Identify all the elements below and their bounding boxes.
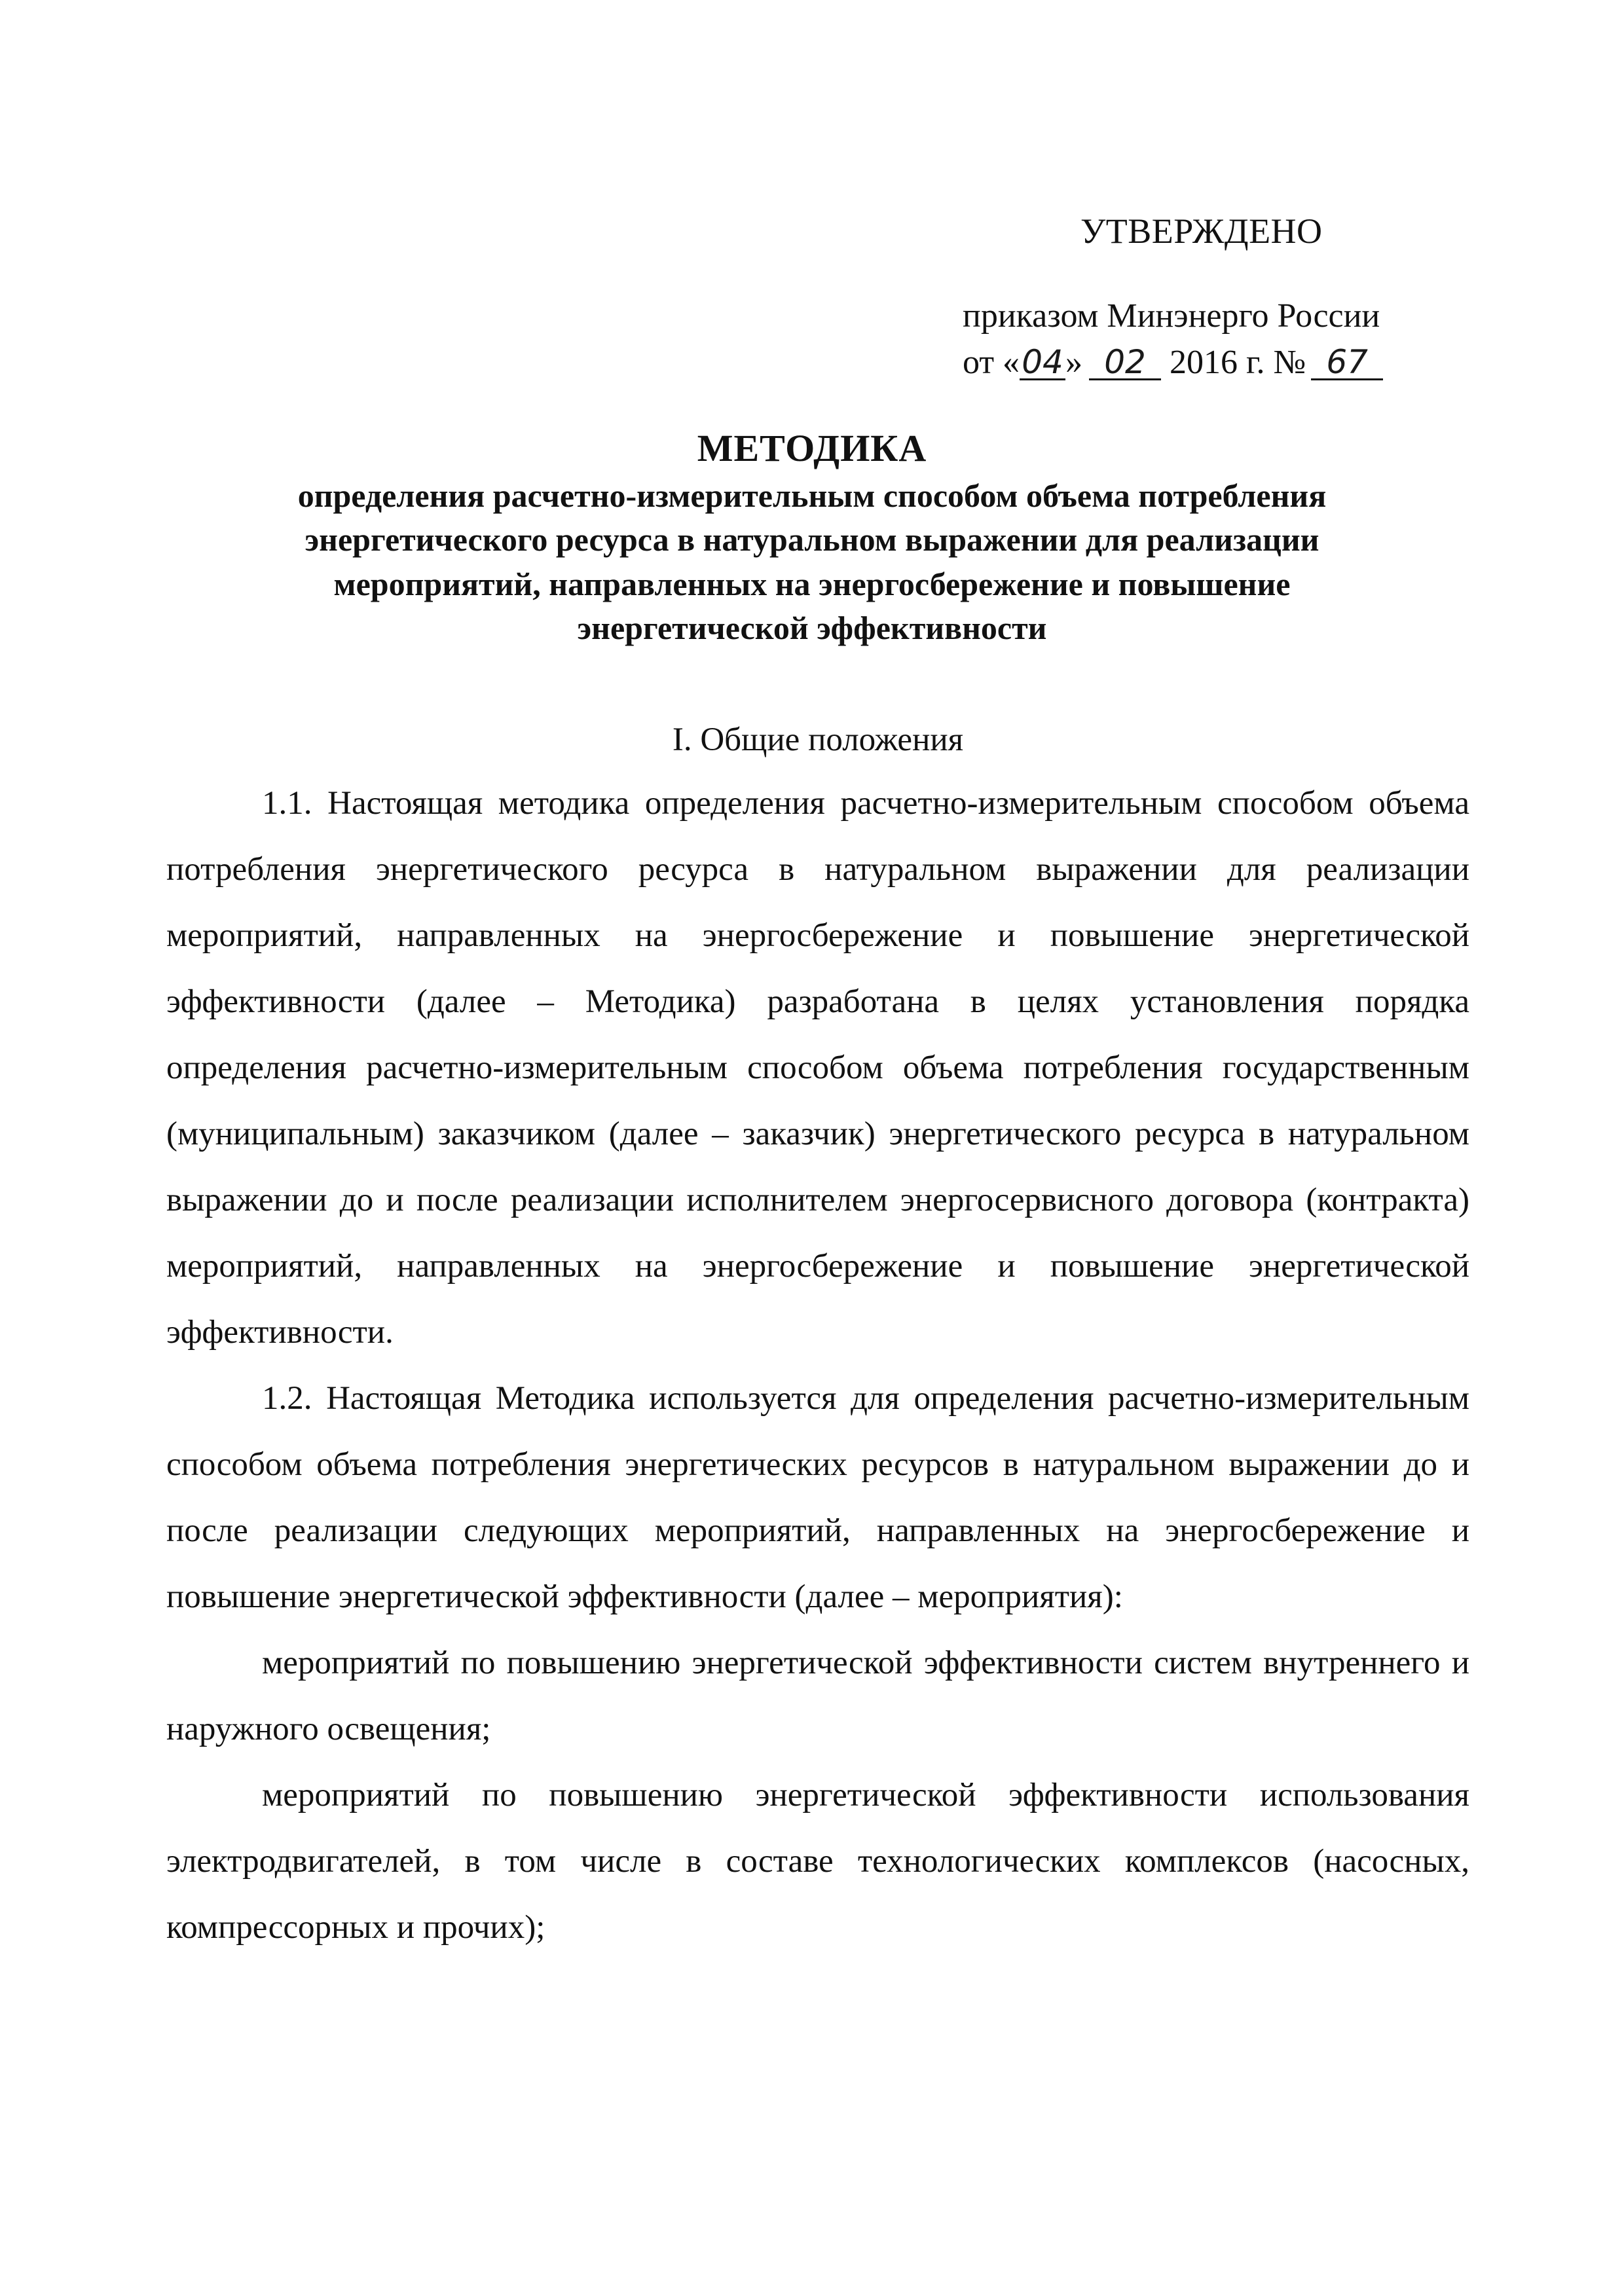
paragraph-1-1: 1.1. Настоящая методика определения расчетно-измерительным способом объема потребления энергетического ресурса в натуральном выражении для реализации мероприятий, направленных на энергосбережение и повышение энергетической эффективности (далее – Методика) разработана в целях установления порядка определения расчетно-измерительным способом объема потребления государственным (муниципальным) заказчиком (далее – заказчик) энергетического ресурса в натуральном выражении до и после реализации исполнителем энергосервисного договора (контракта) мероприятий, направленных на энергосбережение и повышение энергетической эффективности. bbox=[166, 785, 1469, 1351]
handwritten-month: 02 bbox=[1089, 346, 1161, 380]
paragraph-1-2: 1.2. Настоящая Методика используется для определения расчетно-измерительным способом объема потребления энергетических ресурсов в натуральном выражении до и после реализации следующих мероприятий, направленных на энергосбережение и повышение энергетической эффективности (далее – мероприятия): bbox=[166, 1380, 1469, 1615]
subtitle-line: мероприятий, направленных на энергосбережение и повышение bbox=[333, 565, 1291, 602]
date-year-text: 2016 г. № bbox=[1170, 343, 1306, 381]
date-mid: » bbox=[1065, 343, 1083, 381]
subtitle-line: определения расчетно-измерительным способом объема потребления bbox=[297, 477, 1327, 514]
document-body bbox=[166, 707, 1469, 1961]
list-item: мероприятий по повышению энергетической эффективности систем внутреннего и наружного освещения; bbox=[166, 1645, 1469, 1747]
handwritten-day: 04 bbox=[1020, 346, 1065, 380]
title-main: МЕТОДИКА bbox=[697, 427, 927, 469]
handwritten-order-number: 67 bbox=[1311, 346, 1383, 380]
document-title bbox=[157, 426, 1467, 651]
section-heading: I. Общие положения bbox=[672, 721, 964, 758]
approval-date-line bbox=[963, 341, 1460, 384]
subtitle-line: энергетической эффективности bbox=[577, 610, 1047, 647]
approval-block bbox=[963, 210, 1460, 384]
approval-order-line: приказом Минэнерго России bbox=[963, 297, 1380, 335]
list-item: мероприятий по повышению энергетической эффективности использования электродвигателей, в том числе в составе технологических комплексов (насосных, компрессорных и прочих); bbox=[166, 1777, 1469, 1946]
approved-stamp-title: УТВЕРЖДЕНО bbox=[1080, 211, 1323, 251]
title-subtitle bbox=[157, 474, 1467, 651]
subtitle-line: энергетического ресурса в натуральном выражении для реализации bbox=[304, 521, 1320, 558]
date-prefix: от « bbox=[963, 343, 1020, 381]
